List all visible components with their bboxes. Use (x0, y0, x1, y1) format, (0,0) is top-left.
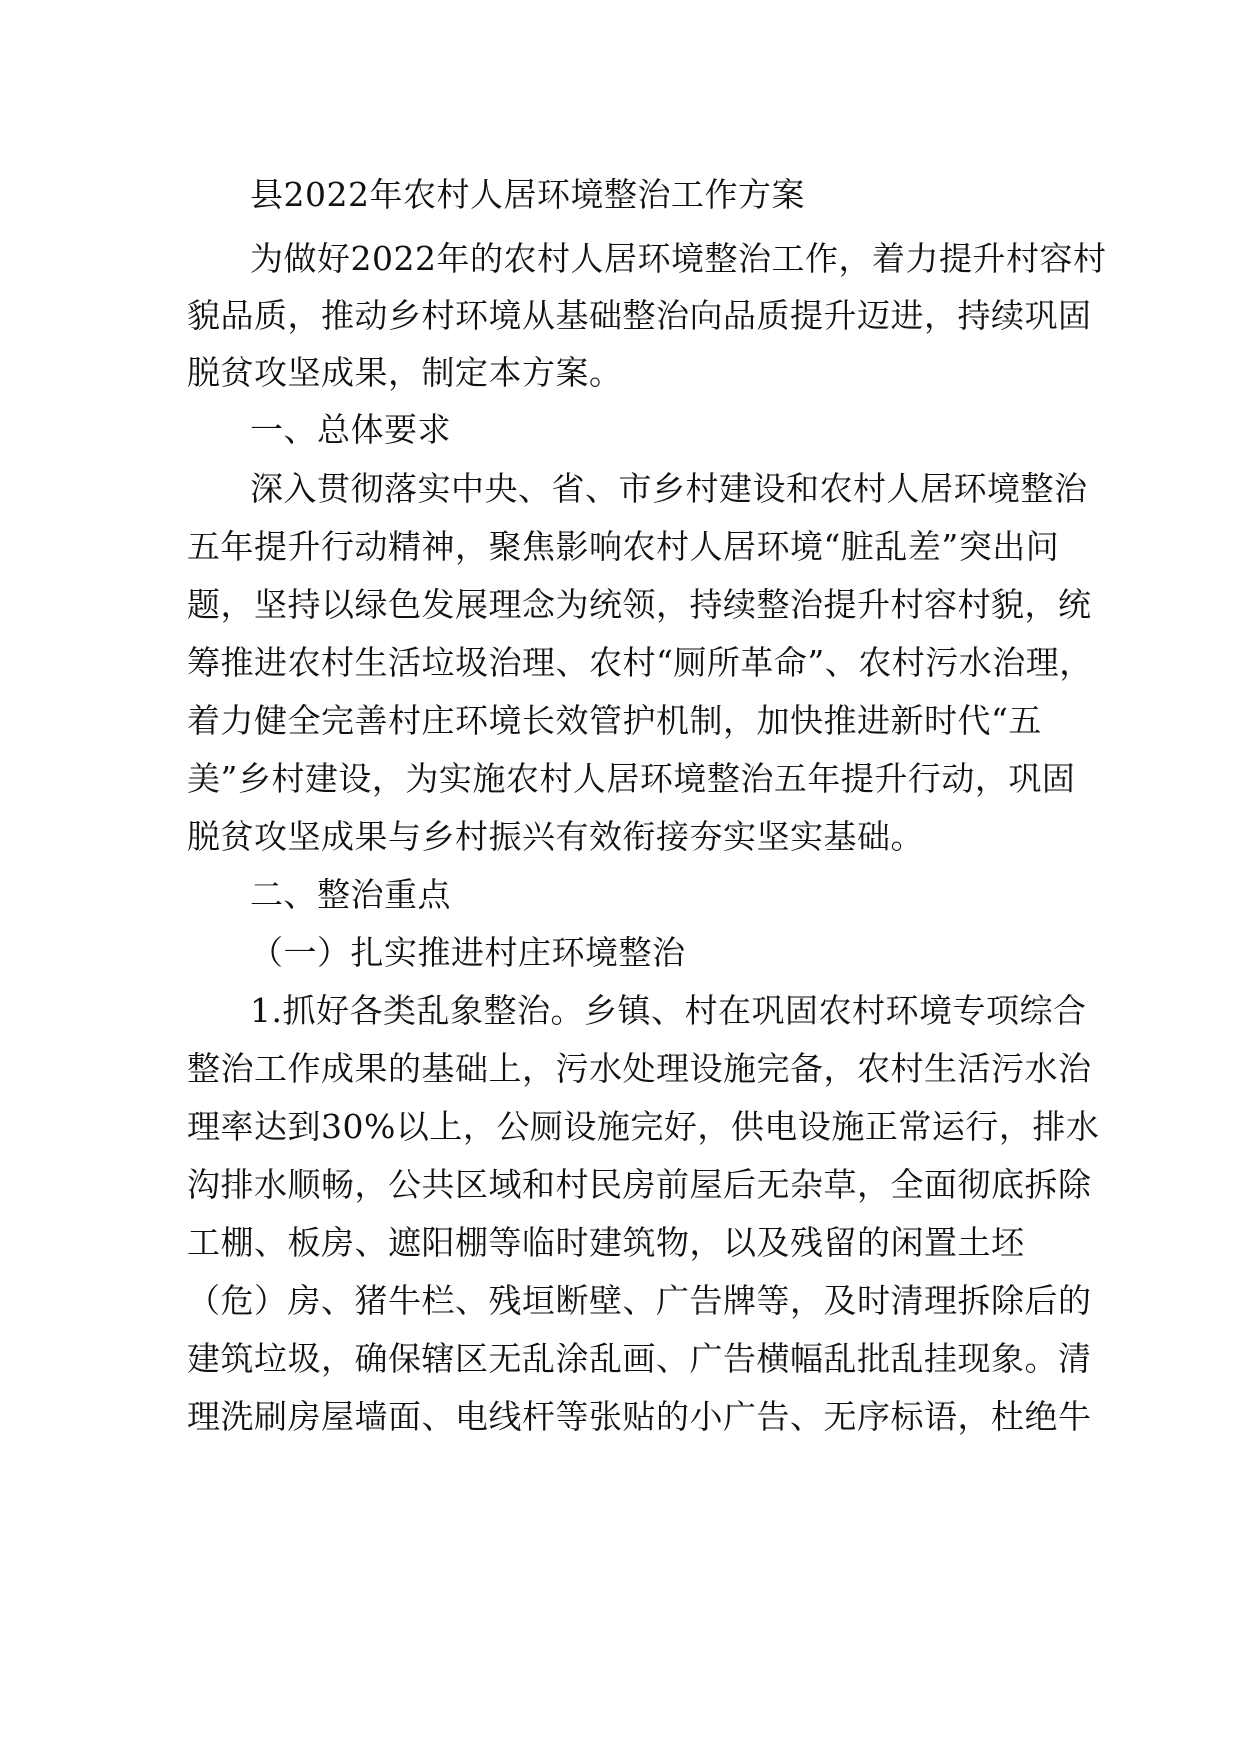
paragraph-line: 建筑垃圾，确保辖区无乱涂乱画、广告横幅乱批乱挂现象。清 (187, 1339, 1092, 1378)
paragraph-line: 脱贫攻坚成果与乡村振兴有效衔接夯实坚实基础。 (187, 817, 924, 856)
paragraph-line: 1.抓好各类乱象整治。乡镇、村在巩固农村环境专项综合 (250, 991, 1087, 1030)
paragraph-line: 美”乡村建设，为实施农村人居环境整治五年提升行动，巩固 (187, 759, 1076, 798)
paragraph-line: （危）房、猪牛栏、残垣断壁、广告牌等，及时清理拆除后的 (187, 1281, 1092, 1320)
paragraph-line: 整治工作成果的基础上，污水处理设施完备，农村生活污水治 (187, 1049, 1092, 1088)
paragraph-line: 工棚、板房、遮阳棚等临时建筑物，以及残留的闲置土坯 (187, 1223, 1025, 1262)
subsection-heading: （一）扎实推进村庄环境整治 (250, 933, 686, 972)
paragraph-line: 貌品质，推动乡村环境从基础整治向品质提升迈进，持续巩固 (187, 296, 1092, 335)
paragraph-line: 理洗刷房屋墙面、电线杆等张贴的小广告、无序标语，杜绝牛 (187, 1397, 1092, 1436)
section-heading-1: 一、总体要求 (250, 410, 451, 449)
document-title: 县2022年农村人居环境整治工作方案 (250, 175, 805, 214)
paragraph-line: 题，坚持以绿色发展理念为统领，持续整治提升村容村貌，统 (187, 585, 1092, 624)
paragraph-line: 深入贯彻落实中央、省、市乡村建设和农村人居环境整治 (250, 469, 1088, 508)
paragraph-line: 为做好2022年的农村人居环境整治工作，着力提升村容村 (250, 239, 1107, 278)
paragraph-line: 理率达到30%以上，公厕设施完好，供电设施正常运行，排水 (187, 1107, 1100, 1146)
paragraph-line: 沟排水顺畅，公共区域和村民房前屋后无杂草，全面彻底拆除 (187, 1165, 1092, 1204)
paragraph-line: 筹推进农村生活垃圾治理、农村“厕所革命”、农村污水治理， (187, 643, 1093, 682)
paragraph-line: 脱贫攻坚成果，制定本方案。 (187, 353, 623, 392)
section-heading-2: 二、整治重点 (250, 875, 451, 914)
paragraph-line: 着力健全完善村庄环境长效管护机制，加快推进新时代“五 (187, 701, 1042, 740)
paragraph-line: 五年提升行动精神，聚焦影响农村人居环境“脏乱差”突出问 (187, 527, 1060, 566)
